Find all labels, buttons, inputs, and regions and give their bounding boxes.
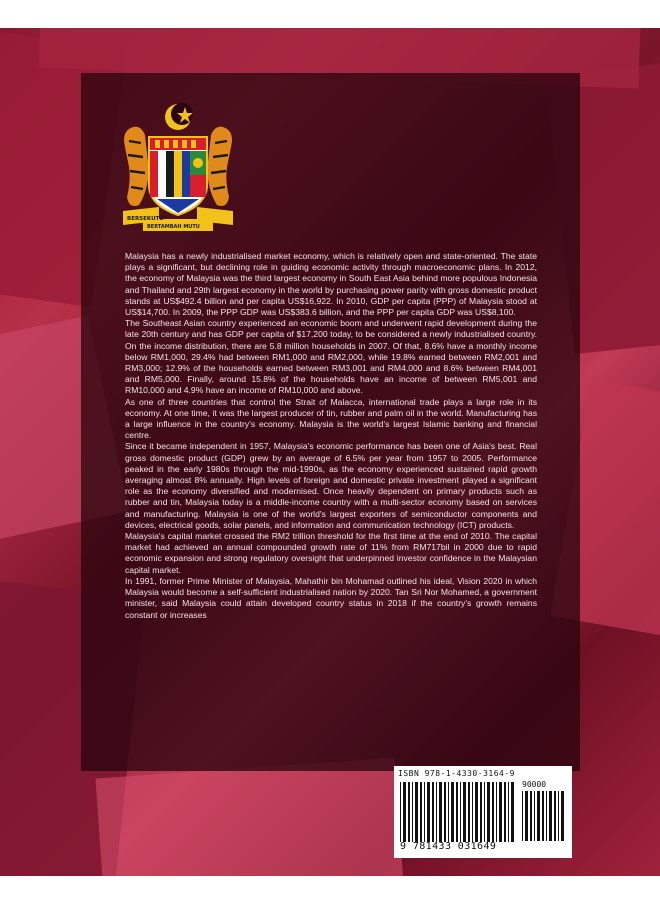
paragraph: Since it became independent in 1957, Malaysia's economic performance has been one of Asia's best. Real gross domestic product (GDP) grew by an average of 6.5% per year from 1957 to 2005. Performance peaked in the early 1980s through the mid-1990s, as the economy experienced sustained rapid growth averaging almost 8% annually. High levels of foreign and domestic private investment played a significant role as the economy diversified and modernised. Once heavily dependent on primary products such as rubber and tin, Malaysia today is a middle-income country with a multi-sector economy based on services and manufacturing. Malaysia is one of the world's largest exporters of semiconductor components and devices, electrical goods, solar panels, and information and communication technology (ICT) products. — [125, 441, 537, 530]
barcode-bar — [530, 791, 532, 841]
barcode-bar — [558, 791, 559, 841]
barcode-bar — [415, 782, 418, 842]
paragraph: The Southeast Asian country experienced an economic boom and underwent rapid development during the late 20th century and has GDP per capita of $17,200 today, to be considered a newly industrialised country. On the income distribution, there are 5.8 million households in 2007. Of that, 8.6% have a monthly income below RM1,000, 29.4% had between RM1,000 and RM2,000, while 19.8% earned between RM2,001 and RM3,000; 12.9% of the households earned between RM3,001 and RM4,000 and 8.6% between RM4,001 and RM5,000. Finally, around 15.8% of the households have an income of between RM5,001 and RM10,000 and 4.9% have an income of RM10,000 and above. — [125, 318, 537, 396]
barcode-bar — [522, 791, 523, 841]
paragraph: Malaysia's capital market crossed the RM2 trillion threshold for the first time at the end of 2010. The capital market had achieved an annual compounded growth rate of 11% from RM717bil in 2000 due to rapid economic expansion and strong regulatory oversight that underpinned investor confidence in the Malaysian capital market. — [125, 531, 537, 575]
emblem-motto-right: BERTAMBAH MUTU — [147, 224, 200, 230]
barcode-bar — [484, 782, 485, 842]
barcode-bar — [403, 782, 406, 842]
barcode-bar — [554, 791, 556, 841]
barcode-bar — [546, 791, 547, 841]
barcode-bar — [463, 782, 466, 842]
barcode-bar — [511, 782, 514, 842]
barcode-bar — [542, 791, 544, 841]
ean-digits: 9 781433 031649 — [400, 841, 497, 852]
barcode-bar — [549, 791, 552, 841]
barcode-bar — [480, 782, 482, 842]
barcode-bar — [537, 791, 540, 841]
barcode-bar — [504, 782, 506, 842]
barcode-bar — [487, 782, 490, 842]
addon-digits: 90000 — [522, 780, 547, 789]
addon-bars — [522, 791, 566, 841]
barcode-bar — [460, 782, 461, 842]
barcode-bar — [472, 782, 473, 842]
barcode-bar — [525, 791, 528, 841]
barcode-bar — [436, 782, 437, 842]
barcode-bar — [534, 791, 535, 841]
book-description — [125, 251, 537, 621]
barcode-bar — [420, 782, 422, 842]
isbn-label: ISBN 978-1-4330-3164-9 — [398, 769, 515, 778]
ean13-bars — [400, 782, 518, 842]
barcode-bar — [427, 782, 430, 842]
barcode-bar — [468, 782, 470, 842]
barcode-bar — [400, 782, 401, 842]
emblem-motto-left: BERSEKUTU — [127, 216, 164, 222]
barcode-bar — [492, 782, 494, 842]
barcode-bar — [561, 791, 564, 841]
barcode-bar — [432, 782, 434, 842]
barcode-bar — [444, 782, 446, 842]
isbn-barcode — [394, 766, 572, 858]
paragraph: Malaysia has a newly industrialised market economy, which is relatively open and state-oriented. The state plays a significant, but declining role in guiding economic activity through macroeconomic plans. In 2012, the economy of Malaysia was the third largest economy in South East Asia behind more populous Indonesia and Thailand and 29th largest economy in the world by purchasing power parity with gross domestic product stands at US$492.4 billion and per capita US$16,922. In 2010, GDP per capita (PPP) of Malaysia stood at US$14,700. In 2009, the PPP GDP was US$383.6 billion, and the PPP per capita GDP was US$8,100. — [125, 251, 537, 318]
barcode-bar — [408, 782, 410, 842]
paragraph: In 1991, former Prime Minister of Malaysia, Mahathir bin Mohamad outlined his ideal, Vision 2020 in which Malaysia would become a self-sufficient industrialised nation by 2020. Tan Sri Nor Mohamed, a government minister, said Malaysia could attain developed country status in 2018 if the country's growth remains constant or increases — [125, 575, 537, 620]
text-panel — [81, 73, 580, 771]
barcode-bar — [439, 782, 442, 842]
barcode-bar — [475, 782, 478, 842]
barcode-bar — [448, 782, 449, 842]
back-cover — [0, 28, 660, 876]
barcode-bar — [499, 782, 502, 842]
barcode-bar — [508, 782, 509, 842]
barcode-bar — [412, 782, 413, 842]
barcode-bar — [451, 782, 454, 842]
barcode-bar — [496, 782, 497, 842]
paragraph: As one of three countries that control the Strait of Malacca, international trade plays a large role in its economy. At one time, it was the largest producer of tin, rubber and palm oil in the world. Manufacturing has a large influence in the country's economy. Malaysia is the world's largest Islamic banking and financial centre. — [125, 396, 537, 441]
background-shape — [95, 758, 404, 876]
coat-of-arms-emblem — [119, 101, 237, 237]
barcode-bar — [424, 782, 425, 842]
barcode-bar — [456, 782, 458, 842]
